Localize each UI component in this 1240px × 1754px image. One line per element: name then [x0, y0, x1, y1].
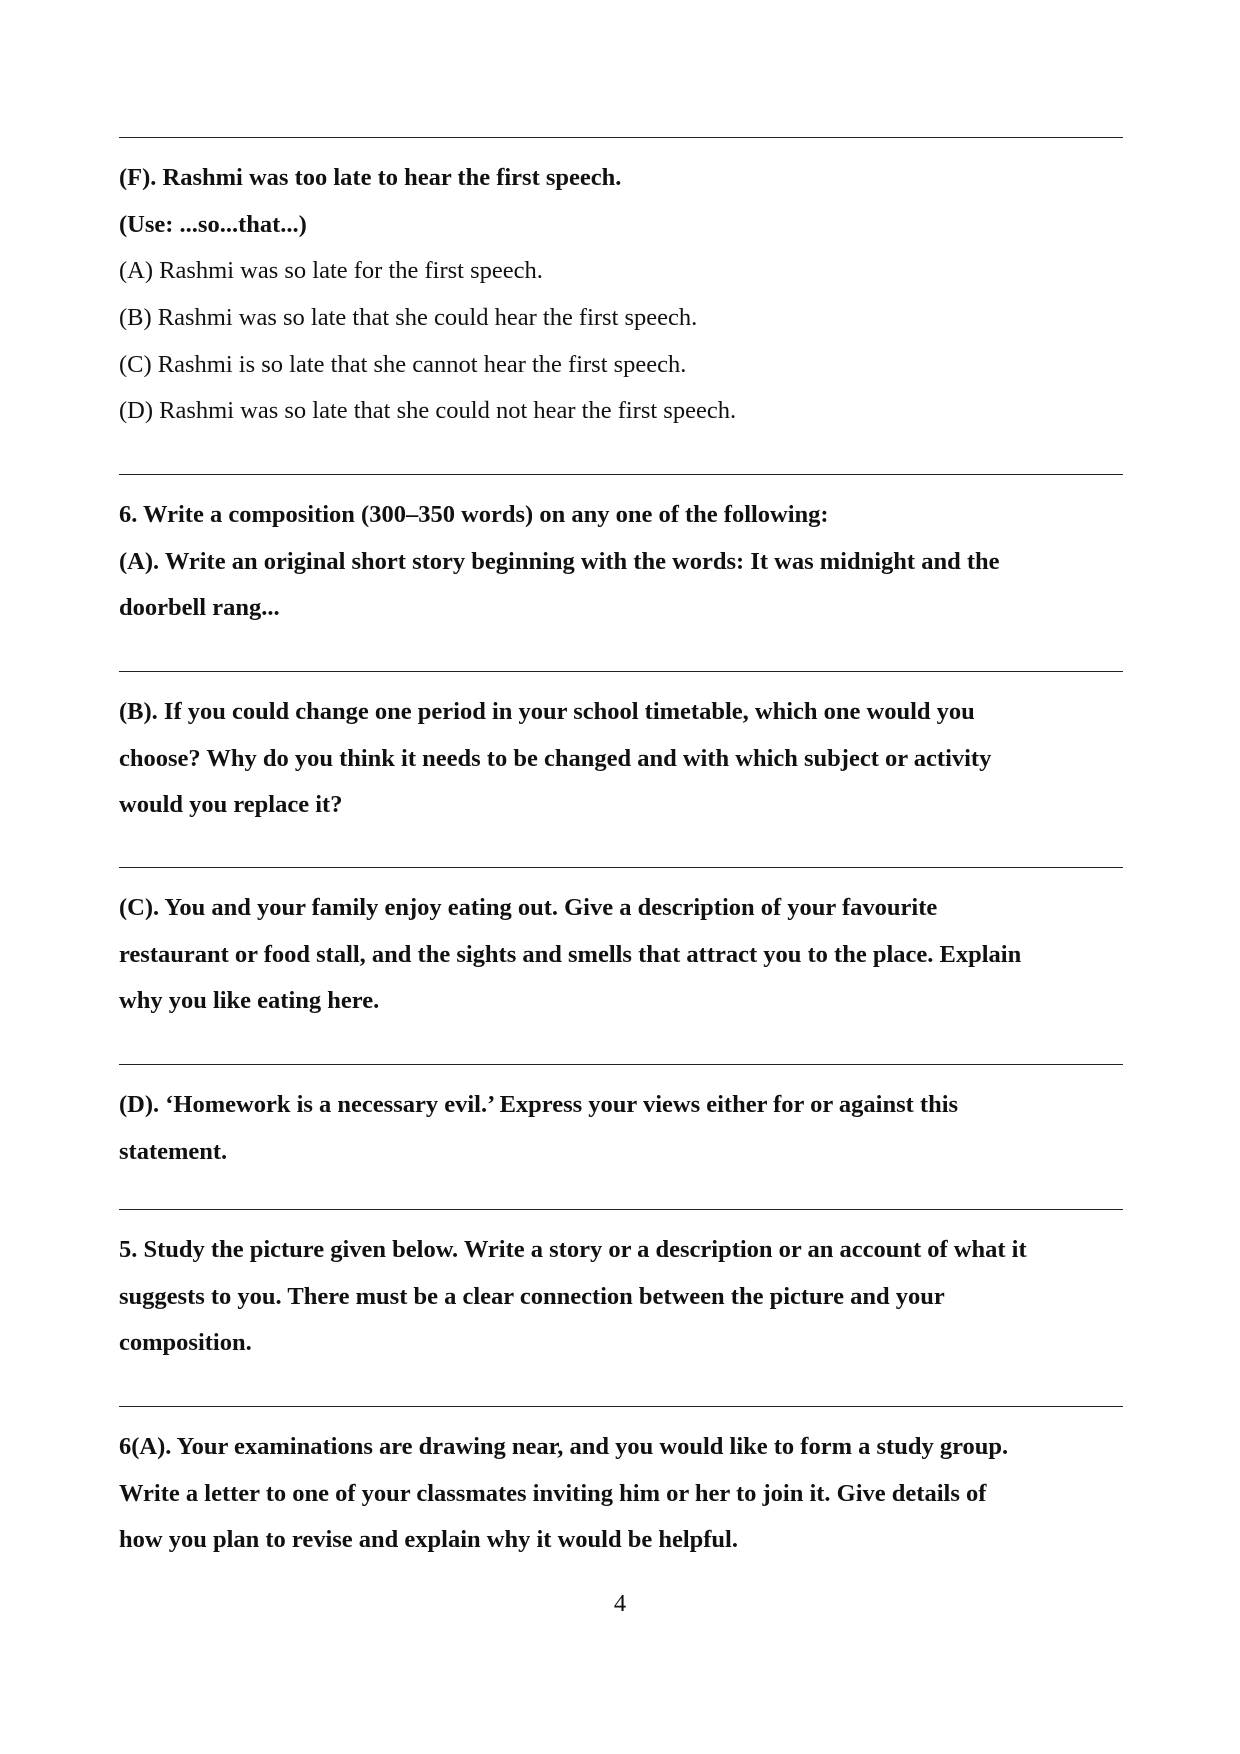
- picture-question-line-2: suggests to you. There must be a clear connection between the picture and your: [119, 1283, 945, 1310]
- picture-question-line-3: composition.: [119, 1329, 252, 1356]
- question-f-prompt: (F). Rashmi was too late to hear the first speech.: [119, 164, 622, 191]
- letter-question-line-2: Write a letter to one of your classmates inviting him or her to join it. Give details of: [119, 1480, 987, 1507]
- composition-option-b-line-3: would you replace it?: [119, 791, 343, 818]
- question-f-option-d: (D) Rashmi was so late that she could not hear the first speech.: [119, 397, 737, 424]
- letter-question-line-1: 6(A). Your examinations are drawing near, and you would like to form a study group.: [119, 1433, 1009, 1460]
- composition-heading: 6. Write a composition (300–350 words) on any one of the following:: [119, 501, 829, 528]
- question-f-option-b: (B) Rashmi was so late that she could hear the first speech.: [119, 304, 698, 331]
- question-f-option-c: (C) Rashmi is so late that she cannot hear the first speech.: [119, 351, 687, 378]
- letter-question-line-3: how you plan to revise and explain why it would be helpful.: [119, 1526, 738, 1553]
- composition-option-d-line-1: (D). ‘Homework is a necessary evil.’ Express your views either for or against this: [119, 1091, 959, 1118]
- divider: [119, 474, 1123, 475]
- composition-option-c-line-3: why you like eating here.: [119, 987, 380, 1014]
- composition-option-a-line-1: (A). Write an original short story beginning with the words: It was midnight and the: [119, 548, 1000, 575]
- question-f-hint: (Use: ...so...that...): [119, 211, 307, 238]
- page-number: 4: [613, 1590, 627, 1617]
- composition-option-c-line-2: restaurant or food stall, and the sights and smells that attract you to the place. Explain: [119, 941, 1022, 968]
- divider-top: [119, 137, 1123, 138]
- composition-option-b-line-1: (B). If you could change one period in your school timetable, which one would you: [119, 698, 975, 725]
- composition-option-b-line-2: choose? Why do you think it needs to be changed and with which subject or activity: [119, 745, 992, 772]
- composition-option-a-line-2: doorbell rang...: [119, 594, 280, 621]
- divider: [119, 1406, 1123, 1407]
- divider: [119, 1209, 1123, 1210]
- divider: [119, 867, 1123, 868]
- divider: [119, 671, 1123, 672]
- divider: [119, 1064, 1123, 1065]
- question-f-option-a: (A) Rashmi was so late for the first speech.: [119, 257, 543, 284]
- composition-option-d-line-2: statement.: [119, 1138, 228, 1165]
- picture-question-line-1: 5. Study the picture given below. Write a story or a description or an account of what it: [119, 1236, 1027, 1263]
- composition-option-c-line-1: (C). You and your family enjoy eating out. Give a description of your favourite: [119, 894, 938, 921]
